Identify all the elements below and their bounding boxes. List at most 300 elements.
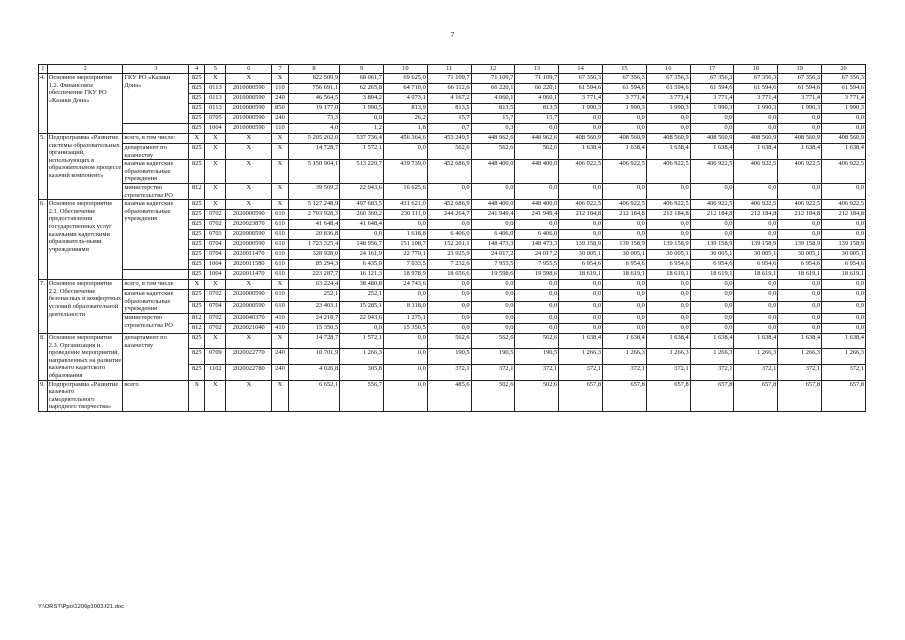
amount-cell: 813,5 — [427, 104, 471, 114]
row-number: 6. — [39, 200, 48, 280]
amount-cell: 24 017,2 — [471, 250, 515, 260]
csr-code: 2020000590 — [226, 240, 272, 250]
amount-cell: 64 710,0 — [383, 84, 427, 94]
vr-code: X — [272, 280, 288, 290]
amount-cell: 0,0 — [690, 124, 734, 134]
amount-cell: 62 265,8 — [340, 84, 384, 94]
amount-cell: 0,0 — [822, 114, 866, 124]
amount-cell: 562,6 — [427, 333, 471, 349]
amount-cell: 0,0 — [383, 364, 427, 380]
amount-cell: 0,0 — [603, 280, 647, 290]
amount-cell: 0,0 — [734, 220, 778, 230]
row-number: 5. — [39, 134, 48, 200]
amount-cell: 4 073,1 — [383, 94, 427, 104]
amount-cell: 190,5 — [515, 349, 559, 365]
amount-cell: 0,0 — [734, 114, 778, 124]
amount-cell: 14 728,7 — [288, 333, 339, 349]
amount-cell: 0,0 — [515, 302, 559, 314]
rzpr-code: 0702 — [205, 313, 226, 323]
rzpr-code: 0702 — [205, 210, 226, 220]
amount-cell: 1,8 — [383, 124, 427, 134]
amount-cell: 0,0 — [690, 230, 734, 240]
amount-cell: 0,0 — [822, 183, 866, 199]
amount-cell: 0,0 — [471, 290, 515, 302]
amount-cell: 16 121,3 — [340, 270, 384, 280]
rzpr-code: 1004 — [205, 124, 226, 134]
executor-cell: казачьи кадетские образовательные учреждения — [123, 290, 189, 314]
grbs-code: 825 — [189, 333, 205, 349]
table-row — [39, 280, 866, 290]
vr-code: 610 — [272, 260, 288, 270]
amount-cell: 190,5 — [471, 349, 515, 365]
amount-cell: 0,0 — [603, 220, 647, 230]
amount-cell: 0,0 — [559, 124, 603, 134]
vr-code: 610 — [272, 230, 288, 240]
amount-cell: 4,0 — [288, 124, 339, 134]
amount-cell: 0,0 — [690, 114, 734, 124]
amount-cell: 1 266,3 — [822, 349, 866, 365]
amount-cell: 6 954,6 — [778, 260, 822, 270]
header-row — [39, 65, 866, 74]
vr-code: 610 — [272, 220, 288, 230]
amount-cell: 1 266,3 — [690, 349, 734, 365]
amount-cell: 67 356,3 — [778, 74, 822, 84]
amount-cell: 6 406,0 — [427, 230, 471, 240]
amount-cell: 1 638,4 — [778, 144, 822, 160]
row-number: 8. — [39, 333, 48, 380]
amount-cell: 0,0 — [383, 349, 427, 365]
amount-cell: 0,0 — [559, 114, 603, 124]
csr-code: 2020022770 — [226, 349, 272, 365]
amount-cell: 24 161,9 — [340, 250, 384, 260]
amount-cell: 0,0 — [603, 114, 647, 124]
rzpr-code: 1102 — [205, 364, 226, 380]
amount-cell: 0,0 — [734, 183, 778, 199]
amount-cell: 6 954,6 — [559, 260, 603, 270]
document-path: Y:\ORST\Ppo\1206p1003.f21.doc — [38, 604, 125, 610]
amount-cell: 6 954,6 — [822, 260, 866, 270]
table-row — [39, 380, 866, 411]
amount-cell: 19 177,0 — [288, 104, 339, 114]
grbs-code: 825 — [189, 114, 205, 124]
column-number: 13 — [515, 65, 559, 74]
csr-code: 2020023870 — [226, 220, 272, 230]
amount-cell: 1 572,1 — [340, 144, 384, 160]
vr-code: X — [272, 200, 288, 210]
grbs-code: 812 — [189, 323, 205, 333]
vr-code: X — [272, 380, 288, 411]
amount-cell: 0,0 — [778, 290, 822, 302]
amount-cell: 408 560,9 — [734, 134, 778, 144]
amount-cell: 0,0 — [515, 124, 559, 134]
amount-cell: 8 118,0 — [383, 302, 427, 314]
amount-cell: 152 201,1 — [427, 240, 471, 250]
amount-cell: 139 158,9 — [603, 240, 647, 250]
amount-cell: 22 943,6 — [340, 313, 384, 323]
grbs-code: 825 — [189, 240, 205, 250]
rzpr-code: X — [205, 74, 226, 84]
executor-cell — [123, 270, 189, 280]
csr-code: X — [226, 200, 272, 210]
amount-cell: 0,0 — [646, 323, 690, 333]
amount-cell: 212 184,8 — [646, 210, 690, 220]
amount-cell: 151 108,7 — [383, 240, 427, 250]
amount-cell: 0,0 — [778, 183, 822, 199]
amount-cell: 1 266,3 — [559, 349, 603, 365]
amount-cell: 3 771,4 — [734, 94, 778, 104]
amount-cell: 372,1 — [734, 364, 778, 380]
row-number: 4. — [39, 74, 48, 134]
amount-cell: 6 954,6 — [734, 260, 778, 270]
amount-cell: 63 224,4 — [288, 280, 339, 290]
vr-code: 610 — [272, 240, 288, 250]
amount-cell: 24 743,6 — [383, 280, 427, 290]
vr-code: 610 — [272, 302, 288, 314]
amount-cell: 431 621,0 — [383, 200, 427, 210]
vr-code: 410 — [272, 313, 288, 323]
amount-cell: 1 990,3 — [690, 104, 734, 114]
amount-cell: 30 005,1 — [646, 250, 690, 260]
amount-cell: 39 569,2 — [288, 183, 339, 199]
grbs-code: 825 — [189, 210, 205, 220]
grbs-code: 825 — [189, 104, 205, 114]
amount-cell: 212 184,8 — [734, 210, 778, 220]
amount-cell: 1 723 325,4 — [288, 240, 339, 250]
amount-cell: 1 638,4 — [690, 144, 734, 160]
column-number: 6 — [226, 65, 272, 74]
amount-cell: 1 618,8 — [383, 230, 427, 240]
amount-cell: 0,0 — [778, 220, 822, 230]
executor-cell: казачьи кадетские образовательные учреждения — [123, 200, 189, 270]
amount-cell: 1 266,3 — [603, 349, 647, 365]
amount-cell: 6 652,1 — [288, 380, 339, 411]
amount-cell: 0,0 — [427, 302, 471, 314]
amount-cell: 0,0 — [778, 230, 822, 240]
csr-code: 2020000590 — [226, 210, 272, 220]
amount-cell: 372,1 — [603, 364, 647, 380]
amount-cell: 0,0 — [515, 220, 559, 230]
amount-cell: 406 922,5 — [778, 200, 822, 210]
amount-cell: 562,6 — [427, 144, 471, 160]
csr-code: 2020040370 — [226, 313, 272, 323]
amount-cell: 0,0 — [559, 183, 603, 199]
amount-cell: 0,0 — [603, 313, 647, 323]
executor-cell: всего, в том числе: — [123, 134, 189, 144]
grbs-code: 825 — [189, 84, 205, 94]
amount-cell: 0,0 — [822, 290, 866, 302]
amount-cell: 1 638,4 — [603, 333, 647, 349]
amount-cell: 657,8 — [778, 380, 822, 411]
amount-cell: 0,0 — [427, 290, 471, 302]
amount-cell: 0,0 — [690, 290, 734, 302]
amount-cell: 372,1 — [427, 364, 471, 380]
amount-cell: 372,1 — [822, 364, 866, 380]
amount-cell: 4 167,2 — [427, 94, 471, 104]
grbs-code: 825 — [189, 74, 205, 84]
grbs-code: 825 — [189, 94, 205, 104]
vr-code: 610 — [272, 250, 288, 260]
amount-cell: 562,6 — [471, 144, 515, 160]
amount-cell: 657,8 — [646, 380, 690, 411]
csr-code: 2020021040 — [226, 323, 272, 333]
amount-cell: 5 127 248,9 — [288, 200, 339, 210]
amount-cell: 30 005,1 — [734, 250, 778, 260]
amount-cell: 4 060,1 — [515, 94, 559, 104]
amount-cell: 252,1 — [288, 290, 339, 302]
rzpr-code: X — [205, 380, 226, 411]
amount-cell: 0,0 — [734, 280, 778, 290]
amount-cell: 0,0 — [822, 124, 866, 134]
amount-cell: 1 275,1 — [383, 313, 427, 323]
amount-cell: 0,0 — [690, 280, 734, 290]
amount-cell: 372,1 — [778, 364, 822, 380]
amount-cell: 15,7 — [471, 114, 515, 124]
amount-cell: 0,0 — [603, 124, 647, 134]
amount-cell: 502,6 — [471, 380, 515, 411]
amount-cell: 18 978,9 — [383, 270, 427, 280]
amount-cell: 15 350,5 — [383, 323, 427, 333]
amount-cell: 148 473,3 — [515, 240, 559, 250]
amount-cell: 0,0 — [427, 183, 471, 199]
amount-cell: 67 356,3 — [734, 74, 778, 84]
amount-cell: 61 594,6 — [778, 84, 822, 94]
vr-code: X — [272, 183, 288, 199]
amount-cell: 0,0 — [603, 290, 647, 302]
amount-cell: 252,1 — [340, 290, 384, 302]
amount-cell: 1 638,4 — [734, 333, 778, 349]
amount-cell: 6 406,0 — [515, 230, 559, 240]
amount-cell: 657,8 — [603, 380, 647, 411]
amount-cell: 212 184,8 — [690, 210, 734, 220]
vr-code: X — [272, 160, 288, 184]
csr-code: X — [226, 183, 272, 199]
amount-cell: 0,0 — [734, 290, 778, 302]
amount-cell: 3 804,2 — [340, 94, 384, 104]
amount-cell: 0,0 — [734, 124, 778, 134]
table-row — [39, 74, 866, 84]
column-number: 10 — [383, 65, 427, 74]
vr-code: X — [272, 144, 288, 160]
amount-cell: 1 266,3 — [340, 349, 384, 365]
table-row — [39, 144, 866, 160]
amount-cell: 85 294,3 — [288, 260, 339, 270]
vr-code: 110 — [272, 84, 288, 94]
amount-cell: 1 638,4 — [646, 144, 690, 160]
amount-cell: 67 356,3 — [822, 74, 866, 84]
amount-cell: 30 005,1 — [778, 250, 822, 260]
amount-cell: 0,0 — [340, 323, 384, 333]
csr-code: X — [226, 144, 272, 160]
column-number: 20 — [822, 65, 866, 74]
amount-cell: 0,0 — [471, 323, 515, 333]
vr-code: 610 — [272, 210, 288, 220]
amount-cell: 46 564,5 — [288, 94, 339, 104]
amount-cell: 448 400,0 — [515, 200, 559, 210]
amount-cell: 66 112,6 — [427, 84, 471, 94]
amount-cell: 1,2 — [340, 124, 384, 134]
amount-cell: 67 356,3 — [646, 74, 690, 84]
csr-code: 2020000590 — [226, 302, 272, 314]
amount-cell: 0,0 — [427, 313, 471, 323]
table-row — [39, 124, 866, 134]
column-number: 16 — [646, 65, 690, 74]
amount-cell: 657,8 — [559, 380, 603, 411]
vr-code: 240 — [272, 364, 288, 380]
amount-cell: 1 266,3 — [646, 349, 690, 365]
column-number: 15 — [603, 65, 647, 74]
csr-code: X — [226, 160, 272, 184]
amount-cell: 1 638,4 — [646, 333, 690, 349]
amount-cell: 1 638,4 — [603, 144, 647, 160]
amount-cell: 18 619,1 — [734, 270, 778, 280]
amount-cell: 15 285,1 — [340, 302, 384, 314]
amount-cell: 0,0 — [646, 183, 690, 199]
amount-cell: 408 560,9 — [603, 134, 647, 144]
grbs-code: X — [189, 280, 205, 290]
table-row — [39, 290, 866, 302]
amount-cell: 30 005,1 — [822, 250, 866, 260]
amount-cell: 0,0 — [822, 230, 866, 240]
amount-cell: 822 509,9 — [288, 74, 339, 84]
amount-cell: 15,7 — [427, 114, 471, 124]
amount-cell: 0,0 — [646, 302, 690, 314]
amount-cell: 18 619,1 — [603, 270, 647, 280]
amount-cell: 41 648,4 — [340, 220, 384, 230]
amount-cell: 2 703 928,3 — [288, 210, 339, 220]
amount-cell: 212 184,8 — [822, 210, 866, 220]
amount-cell: 406 922,5 — [822, 160, 866, 184]
rzpr-code: X — [205, 333, 226, 349]
column-number: 12 — [471, 65, 515, 74]
amount-cell: 10 701,9 — [288, 349, 339, 365]
program-title: Основное мероприятие 1.2. Финансовое обеспечение ГКУ РО «Казаки Дона» — [47, 74, 123, 134]
amount-cell: 408 560,9 — [690, 134, 734, 144]
csr-code: 2010000590 — [226, 94, 272, 104]
amount-cell: 244 264,7 — [427, 210, 471, 220]
column-number: 11 — [427, 65, 471, 74]
rzpr-code: 0702 — [205, 290, 226, 302]
csr-code: 2020000590 — [226, 230, 272, 240]
amount-cell: 0,0 — [603, 323, 647, 333]
column-number: 3 — [123, 65, 189, 74]
amount-cell: 18 656,6 — [427, 270, 471, 280]
amount-cell: 0,0 — [646, 230, 690, 240]
amount-cell: 0,0 — [559, 313, 603, 323]
executor-cell: департамент по казачеству — [123, 333, 189, 380]
amount-cell: 66 220,1 — [515, 84, 559, 94]
amount-cell: 18 619,1 — [778, 270, 822, 280]
amount-cell: 1 990,3 — [822, 104, 866, 114]
csr-code: 2010000590 — [226, 124, 272, 134]
amount-cell: 0,0 — [690, 323, 734, 333]
grbs-code: 825 — [189, 270, 205, 280]
amount-cell: 562,6 — [515, 333, 559, 349]
amount-cell: 71 109,7 — [427, 74, 471, 84]
amount-cell: 0,0 — [427, 280, 471, 290]
amount-cell: 1 638,4 — [822, 144, 866, 160]
budget-table — [38, 64, 866, 412]
rzpr-code: X — [205, 160, 226, 184]
amount-cell: 30 005,1 — [603, 250, 647, 260]
amount-cell: 0,0 — [340, 114, 384, 124]
vr-code: X — [272, 74, 288, 84]
program-title: Основное мероприятие 2.2. Обеспечение безопасных и комфортных условий образовательной деятельности — [47, 280, 123, 334]
grbs-code: 825 — [189, 124, 205, 134]
amount-cell: 14 728,7 — [288, 144, 339, 160]
amount-cell: 448 962,6 — [515, 134, 559, 144]
amount-cell: 0,0 — [690, 302, 734, 314]
column-number: 5 — [205, 65, 226, 74]
amount-cell: 328 928,0 — [288, 250, 339, 260]
amount-cell: 18 619,1 — [822, 270, 866, 280]
column-number: 9 — [340, 65, 384, 74]
column-number: 2 — [47, 65, 123, 74]
table-row — [39, 160, 866, 184]
executor-cell: министерство строительства РО — [123, 183, 189, 199]
amount-cell: 212 184,8 — [778, 210, 822, 220]
amount-cell: 497 683,5 — [340, 200, 384, 210]
vr-code: 240 — [272, 349, 288, 365]
amount-cell: 0,0 — [471, 302, 515, 314]
amount-cell: 813,5 — [471, 104, 515, 114]
amount-cell: 406 922,5 — [778, 160, 822, 184]
amount-cell: 3 771,4 — [646, 94, 690, 104]
amount-cell: 0,0 — [559, 323, 603, 333]
amount-cell: 139 158,9 — [734, 240, 778, 250]
amount-cell: 0,0 — [778, 124, 822, 134]
vr-code: 610 — [272, 290, 288, 302]
amount-cell: 0,0 — [778, 280, 822, 290]
amount-cell: 61 594,6 — [822, 84, 866, 94]
executor-cell: казачьи кадетские образовательные учреждения — [123, 160, 189, 184]
grbs-code: 825 — [189, 364, 205, 380]
amount-cell: 0,0 — [778, 302, 822, 314]
amount-cell: 1 638,4 — [778, 333, 822, 349]
table-row — [39, 333, 866, 349]
amount-cell: 68 061,7 — [340, 74, 384, 84]
grbs-code: 825 — [189, 220, 205, 230]
amount-cell: 452 686,9 — [427, 160, 471, 184]
amount-cell: 61 594,6 — [646, 84, 690, 94]
amount-cell: 0,0 — [515, 290, 559, 302]
amount-cell: 556,7 — [340, 380, 384, 411]
amount-cell: 0,0 — [559, 302, 603, 314]
program-title: Подпрограмма «Развитие системы образовательных организаций, использующих в образовательном процессе казачий компонент» — [47, 134, 123, 200]
amount-cell: 439 739,0 — [383, 160, 427, 184]
rzpr-code: 0113 — [205, 84, 226, 94]
amount-cell: 408 560,9 — [822, 134, 866, 144]
amount-cell: 190,5 — [427, 349, 471, 365]
amount-cell: 5 205 202,0 — [288, 134, 339, 144]
amount-cell: 148 956,7 — [340, 240, 384, 250]
amount-cell: 0,0 — [471, 220, 515, 230]
amount-cell: 0,0 — [778, 313, 822, 323]
rzpr-code: 0113 — [205, 104, 226, 114]
amount-cell: 305,8 — [340, 364, 384, 380]
rzpr-code: 0709 — [205, 349, 226, 365]
rzpr-code: 0113 — [205, 94, 226, 104]
amount-cell: 6 954,6 — [646, 260, 690, 270]
column-number: 7 — [272, 65, 288, 74]
amount-cell: 0,0 — [515, 323, 559, 333]
amount-cell: 67 356,3 — [559, 74, 603, 84]
amount-cell: 41 648,4 — [288, 220, 339, 230]
amount-cell: 3 771,4 — [690, 94, 734, 104]
amount-cell: 1 638,4 — [734, 144, 778, 160]
amount-cell: 139 158,9 — [778, 240, 822, 250]
amount-cell: 0,0 — [646, 280, 690, 290]
rzpr-code: 1004 — [205, 260, 226, 270]
